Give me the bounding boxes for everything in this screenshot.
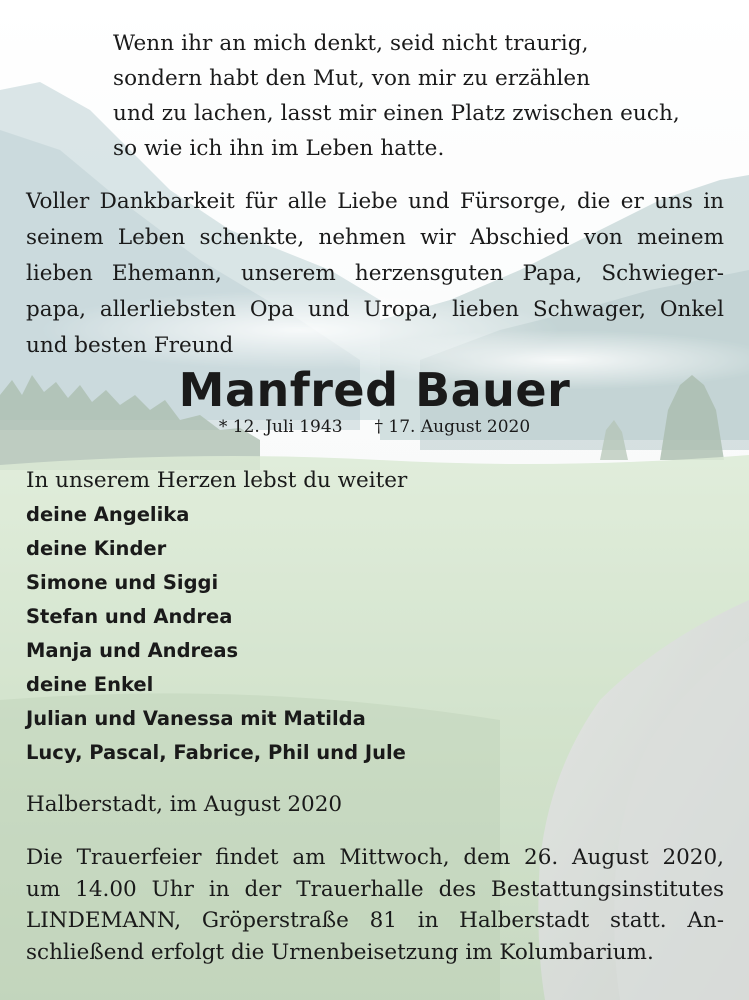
mourner-name: Simone und Siggi [26,571,219,594]
poem-line: Wenn ihr an mich denkt, seid nicht traurig, [113,31,589,56]
birth-date: * 12. Juli 1943 [218,417,343,437]
intro-line: und besten Freund [26,333,234,358]
intro-line: papa, allerliebsten Opa und Uropa, lieben Schwager, Onkel [26,297,724,322]
poem-line: sondern habt den Mut, von mir zu erzählen [113,66,591,91]
funeral-line: LINDEMANN, Gröperstraße 81 in Halberstadt statt. An- [26,908,724,933]
funeral-line: Die Trauerfeier findet am Mittwoch, dem 26. August 2020, [26,845,724,870]
mourners-heading: In unserem Herzen lebst du weiter [26,468,408,493]
mourner-name: Stefan und Andrea [26,605,233,628]
intro-line: Voller Dankbarkeit für alle Liebe und Fürsorge, die er uns in [26,189,724,214]
mourner-name: Lucy, Pascal, Fabrice, Phil und Jule [26,741,406,764]
deceased-name: Manfred Bauer [178,363,571,417]
poem-line: und zu lachen, lasst mir einen Platz zwischen euch, [113,101,680,126]
mourner-name: Manja und Andreas [26,639,239,662]
funeral-line: schließend erfolgt die Urnenbeisetzung im Kolumbarium. [26,939,654,965]
place-and-date: Halberstadt, im August 2020 [26,792,343,817]
mourners-list [26,464,716,770]
intro-line: seinem Leben schenkte, nehmen wir Abschied von meinem [26,225,724,250]
life-dates [0,415,749,439]
mourner-name: deine Kinder [26,537,167,560]
funeral-line: um 14.00 Uhr in der Trauerhalle des Bestattungsinstitutes [26,876,724,902]
funeral-notice [26,842,724,968]
mourner-name: deine Enkel [26,673,154,696]
intro-text [26,184,724,364]
intro-line: lieben Ehemann, unserem herzensguten Papa, Schwieger- [26,261,724,286]
mourner-name: deine Angelika [26,503,190,526]
poem-line: so wie ich ihn im Leben hatte. [113,136,445,161]
death-date: † 17. August 2020 [374,417,531,437]
mourner-name: Julian und Vanessa mit Matilda [26,707,366,730]
poem [113,26,733,166]
